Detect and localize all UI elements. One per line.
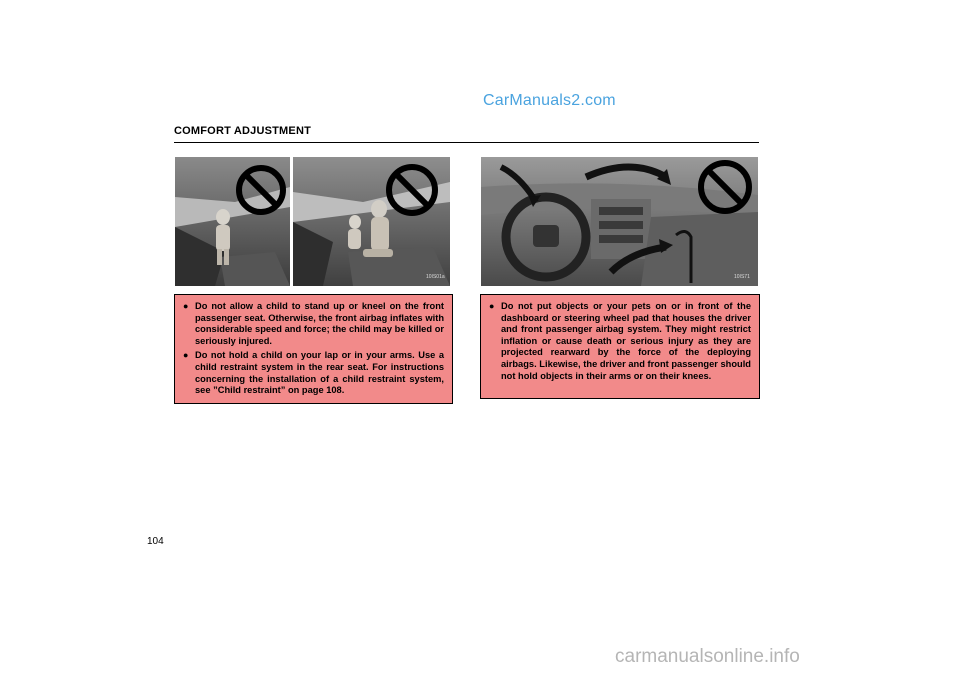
warning-list-left [183,301,444,397]
bullet-icon: ● [489,301,495,311]
warning-item [489,301,751,382]
photo-dashboard [481,157,758,286]
watermark-carmanualsonline: carmanualsonline.info [615,646,800,667]
warning-item [183,350,444,396]
bullet-icon: ● [183,350,189,361]
warning-text: Do not hold a child on your lap or in your arms. Use a child restraint system in the rear seat. For instructions concerning the installation of a child restraint system, see ”Child restraint” on page 108. [195,350,444,396]
bullet-icon: ● [183,301,189,311]
figure-code-left: 10IS01a [426,274,445,280]
warning-list-right [489,301,751,382]
warning-item [183,301,444,347]
photo-child-on-lap [293,157,450,286]
warning-box-right [480,294,760,399]
warning-text: Do not allow a child to stand up or kneel on the front passenger seat. Otherwise, the front airbag inflates with considerable speed and force; the child may be killed or seriously injured. [195,301,444,346]
page-number: 104 [147,536,164,547]
watermark-carmanuals2: CarManuals2.com [483,92,616,109]
warning-box-left [174,294,453,404]
figure-code-right: 10IS71 [734,274,750,280]
title-rule [174,142,759,143]
photo-child-standing [175,157,290,286]
section-title: COMFORT ADJUSTMENT [174,125,312,137]
warning-text: Do not put objects or your pets on or in front of the dashboard or steering wheel pad that houses the driver and front passenger airbag system. They might restrict inflation or cause death or serious injury as they are projected rearward by the force of the deploying airbags. Likewise, the driver and front passenger should not hold objects in their arms or on their knees. [501,301,751,381]
